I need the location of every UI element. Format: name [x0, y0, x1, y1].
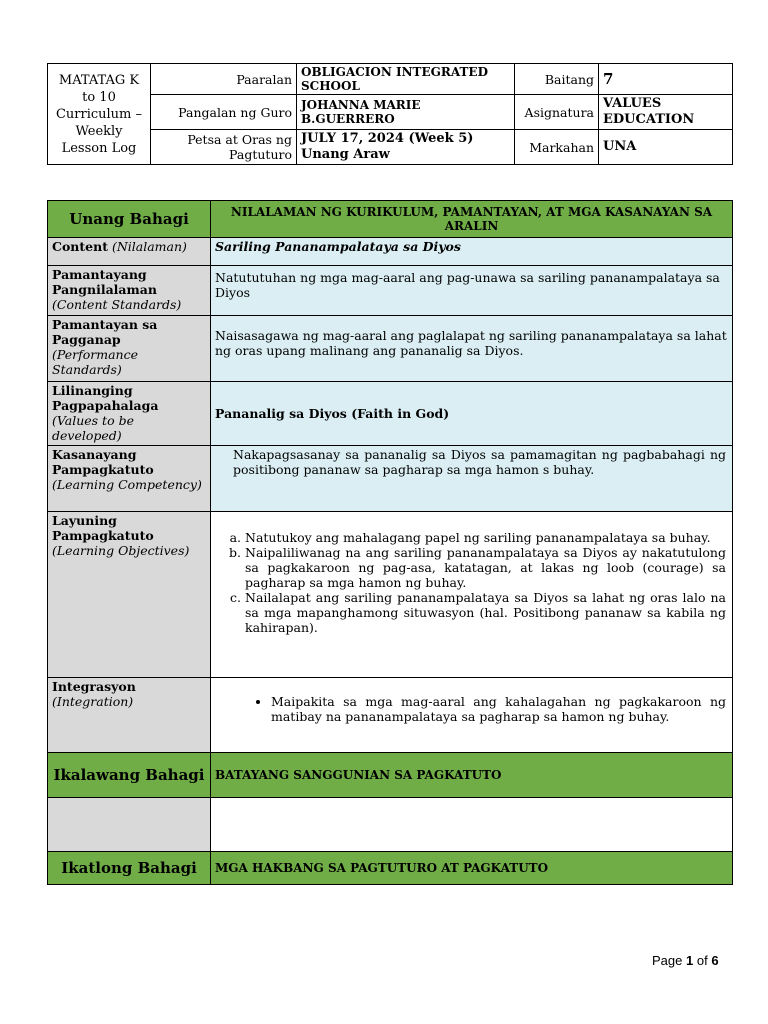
part3-heading: MGA HAKBANG SA PAGTUTURO AT PAGKATUTO [211, 852, 733, 885]
integration-label: Integrasyon [52, 679, 136, 694]
integration-label-cell [48, 678, 211, 753]
content-standards-label: Pamantayang Pangnilalaman [52, 267, 157, 297]
integration-cell [211, 678, 733, 753]
part2-heading: BATAYANG SANGGUNIAN SA PAGKATUTO [211, 753, 733, 798]
learning-competency-label: Kasanayang Pampagkatuto [52, 447, 154, 477]
content-label-cell [48, 238, 211, 266]
quarter-label: Markahan [515, 130, 599, 165]
page-prefix: Page [652, 953, 683, 968]
lesson-content-table [47, 200, 733, 885]
teacher-value: JOHANNA MARIE B.GUERRERO [297, 95, 515, 130]
values-label: Lilinanging Pagpapahalaga [52, 383, 159, 413]
learning-objectives-cell [211, 512, 733, 678]
performance-standards-sublabel: (Performance Standards) [52, 347, 138, 377]
performance-standards-value: Naisasagawa ng mag-aaral ang paglalapat ng sariling pananampalataya sa lahat ng oras upang malinang ang pananalig sa Diyos. [211, 316, 733, 382]
page-of: of [696, 953, 708, 968]
learning-objectives-label-cell [48, 512, 211, 678]
content-standards-value: Natututuhan ng mga mag-aaral ang pag-unawa sa sariling pananampalataya sa Diyos [211, 266, 733, 316]
subject-value: VALUES EDUCATION [599, 95, 733, 130]
content-standards-sublabel: (Content Standards) [52, 297, 182, 312]
part1-title: Unang Bahagi [48, 201, 211, 238]
page-total: 6 [711, 953, 719, 968]
content-standards-label-cell [48, 266, 211, 316]
learning-competency-label-cell [48, 446, 211, 512]
values-sublabel: (Values to be developed) [52, 413, 134, 443]
grade-label: Baitang [515, 64, 599, 95]
list-item: b. Naipaliliwanag na ang sariling pananampalataya sa Diyos ay nakatutulong sa pagkakaroon ng pag-asa, katatagan, at lakas ng loob (courage) sa pagharap sa mga hamon ng buhay. [245, 545, 726, 590]
values-label-cell [48, 382, 211, 446]
page-number [652, 953, 719, 968]
values-value: Pananalig sa Diyos (Faith in God) [211, 382, 733, 446]
list-item: c. Nailalapat ang sariling pananampalataya sa Diyos sa lahat ng oras lalo na sa mga mapanghamong situwasyon (hal. Positibong pananaw sa kabila ng kahirapan). [245, 590, 726, 635]
part1-heading: NILALAMAN NG KURIKULUM, PAMANTAYAN, AT MGA KASANAYAN SA ARALIN [211, 201, 733, 238]
learning-competency-value: Nakapagsasanay sa pananalig sa Diyos sa pamamagitan ng pagbabahagi ng positibong pananaw sa pagharap sa mga hamon s buhay. [211, 446, 733, 512]
performance-standards-label: Pamantayan sa Pagganap [52, 317, 158, 347]
part2-empty-value [211, 798, 733, 852]
integration-sublabel: (Integration) [52, 694, 134, 709]
school-label: Paaralan [151, 64, 297, 95]
curriculum-label: MATATAG K to 10 Curriculum – Weekly Lesson Log [48, 64, 151, 165]
learning-objectives-list [215, 530, 726, 635]
grade-value: 7 [599, 64, 733, 95]
page-current: 1 [686, 953, 694, 968]
quarter-value: UNA [599, 130, 733, 165]
content-value: Sariling Pananampalataya sa Diyos [211, 238, 733, 266]
teacher-label: Pangalan ng Guro [151, 95, 297, 130]
list-item: a. Natutukoy ang mahalagang papel ng sariling pananampalataya sa buhay. [245, 530, 726, 545]
date-value [297, 130, 515, 165]
content-label: Content [52, 239, 108, 254]
content-sublabel: (Nilalaman) [111, 239, 187, 254]
integration-list [215, 694, 726, 724]
list-item: • Maipakita sa mga mag-aaral ang kahalagahan ng pagkakaroon ng matibay na pananampalataya sa pagharap sa hamon ng buhay. [271, 694, 726, 724]
lesson-log-header-table [47, 63, 733, 165]
school-value: OBLIGACION INTEGRATED SCHOOL [297, 64, 515, 95]
part2-title: Ikalawang Bahagi [48, 753, 211, 798]
learning-objectives-sublabel: (Learning Objectives) [52, 543, 190, 558]
performance-standards-label-cell [48, 316, 211, 382]
date-value-line1: JULY 17, 2024 (Week 5) [301, 131, 474, 146]
learning-competency-sublabel: (Learning Competency) [52, 477, 202, 492]
date-label: Petsa at Oras ng Pagtuturo [151, 130, 297, 165]
part3-title: Ikatlong Bahagi [48, 852, 211, 885]
part2-empty-label [48, 798, 211, 852]
date-value-line2: Unang Araw [301, 147, 390, 162]
learning-objectives-label: Layuning Pampagkatuto [52, 513, 154, 543]
subject-label: Asignatura [515, 95, 599, 130]
